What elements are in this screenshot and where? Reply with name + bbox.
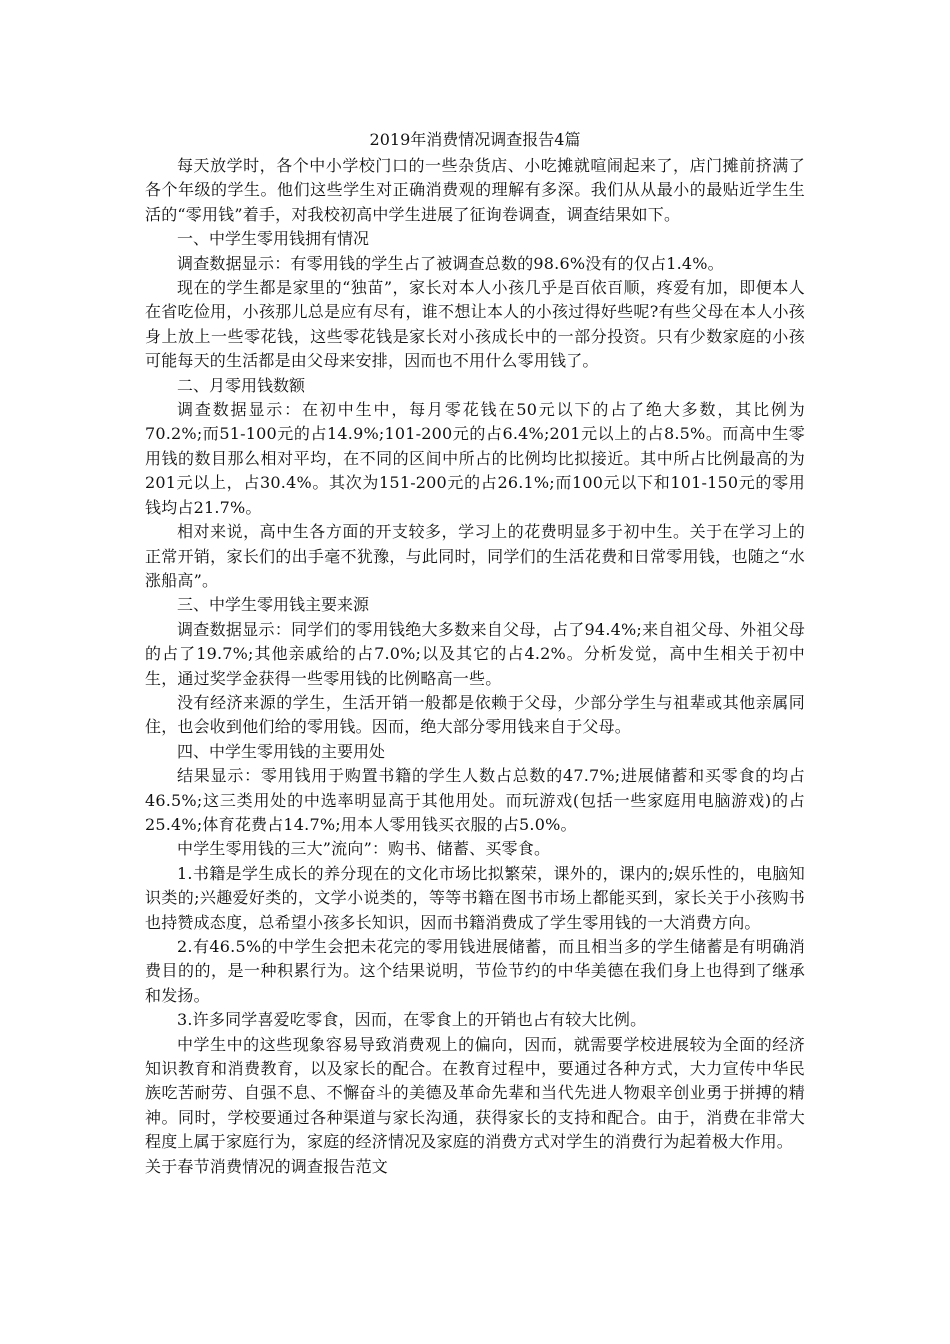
section-heading-1: 一、中学生零用钱拥有情况 bbox=[177, 229, 370, 249]
paragraph: 现在的学生都是家里的“独苗”，家长对本人小孩几乎是百依百顺，疼爱有加，即便本人在省吃俭用，小孩那儿总是应有尽有，谁不想让本人的小孩过得好些呢?有些父母在本人小孩身上放上一些零花钱，这些零花钱是家长对小孩成长中的一部分投资。只有少数家庭的小孩可能每天的生活都是由父母来安排，因而也不用什么零用钱了。 bbox=[145, 278, 805, 371]
next-section-title: 关于春节消费情况的调查报告范文 bbox=[145, 1156, 389, 1176]
document-title: 2019年消费情况调查报告4篇 bbox=[369, 130, 581, 149]
paragraph: 调查数据显示：有零用钱的学生占了被调查总数的98.6%没有的仅占1.4%。 bbox=[177, 253, 724, 273]
section-heading-4: 四、中学生零用钱的主要用处 bbox=[177, 741, 386, 761]
paragraph-intro: 每天放学时，各个中小学校门口的一些杂货店、小吃摊就喧闹起来了，店门摊前挤满了各个年级的学生。他们这些学生对正确消费观的理解有多深。我们从从最小的最贴近学生生活的“零用钱”着手，对我校初高中学生进展了征询卷调查，调查结果如下。 bbox=[145, 156, 805, 224]
section-heading-2: 二、月零用钱数额 bbox=[177, 375, 306, 395]
paragraph-item-3: 3.许多同学喜爱吃零食，因而，在零食上的开销也占有较大比例。 bbox=[177, 1010, 647, 1030]
paragraph: 没有经济来源的学生，生活开销一般都是依赖于父母，少部分学生与祖辈或其他亲属同住，也会收到他们给的零用钱。因而，绝大部分零用钱来自于父母。 bbox=[145, 692, 805, 737]
paragraph: 调查数据显示：同学们的零用钱绝大多数来自父母，占了94.4%;来自祖父母、外祖父母的占了19.7%;其他亲戚给的占7.0%;以及其它的占4.2%。分析发觉，高中生相关于初中生，通过奖学金获得一些零用钱的比例略高一些。 bbox=[145, 619, 805, 688]
paragraph: 相对来说，高中生各方面的开支较多，学习上的花费明显多于初中生。关于在学习上的正常开销，家长们的出手毫不犹豫，与此同时，同学们的生活花费和日常零用钱，也随之“水涨船高”。 bbox=[145, 522, 805, 590]
paragraph-item-2: 2.有46.5%的中学生会把未花完的零用钱进展储蓄，而且相当多的学生储蓄是有明确消费目的的，是一种积累行为。这个结果说明，节俭节约的中华美德在我们身上也得到了继承和发扬。 bbox=[145, 937, 805, 1005]
paragraph: 中学生零用钱的三大”流向”：购书、储蓄、买零食。 bbox=[177, 839, 551, 859]
paragraph-item-1: 1.书籍是学生成长的养分现在的文化市场比拟繁荣，课外的，课内的;娱乐性的，电脑知识类的;兴趣爱好类的，文学小说类的，等等书籍在图书市场上都能买到，家长关于小孩购书也持赞成态度，总希望小孩多长知识，因而书籍消费成了学生零用钱的一大消费方向。 bbox=[145, 863, 805, 932]
paragraph: 调查数据显示：在初中生中，每月零花钱在50元以下的占了绝大多数，其比例为70.2%;而51-100元的占14.9%;101-200元的占6.4%;201元以上的占8.5%。而高中生零用钱的数目那么相对平均，在不同的区间中所占的比例均比拟接近。其中所占比例最高的为201元以上，占30.4%。其次为151-200元的占26.1%;而100元以下和101-150元的零用钱均占21.7%。 bbox=[145, 400, 805, 517]
paragraph: 结果显示：零用钱用于购置书籍的学生人数占总数的47.7%;进展储蓄和买零食的均占46.5%;这三类用处的中选率明显高于其他用处。而玩游戏(包括一些家庭用电脑游戏)的占25.4%;体育花费占14.7%;用本人零用钱买衣服的占5.0%。 bbox=[145, 766, 805, 834]
document-page bbox=[145, 128, 805, 1179]
paragraph-conclusion: 中学生中的这些现象容易导致消费观上的偏向，因而，就需要学校进展较为全面的经济知识教育和消费教育，以及家长的配合。在教育过程中，要通过各种方式，大力宣传中华民族吃苦耐劳、自强不息、不懈奋斗的美德及革命先辈和当代先进人物艰辛创业勇于拼搏的精神。同时，学校要通过各种渠道与家长沟通，获得家长的支持和配合。由于，消费在非常大程度上属于家庭行为，家庭的经济情况及家庭的消费方式对学生的消费行为起着极大作用。 bbox=[145, 1034, 805, 1152]
section-heading-3: 三、中学生零用钱主要来源 bbox=[177, 595, 370, 615]
